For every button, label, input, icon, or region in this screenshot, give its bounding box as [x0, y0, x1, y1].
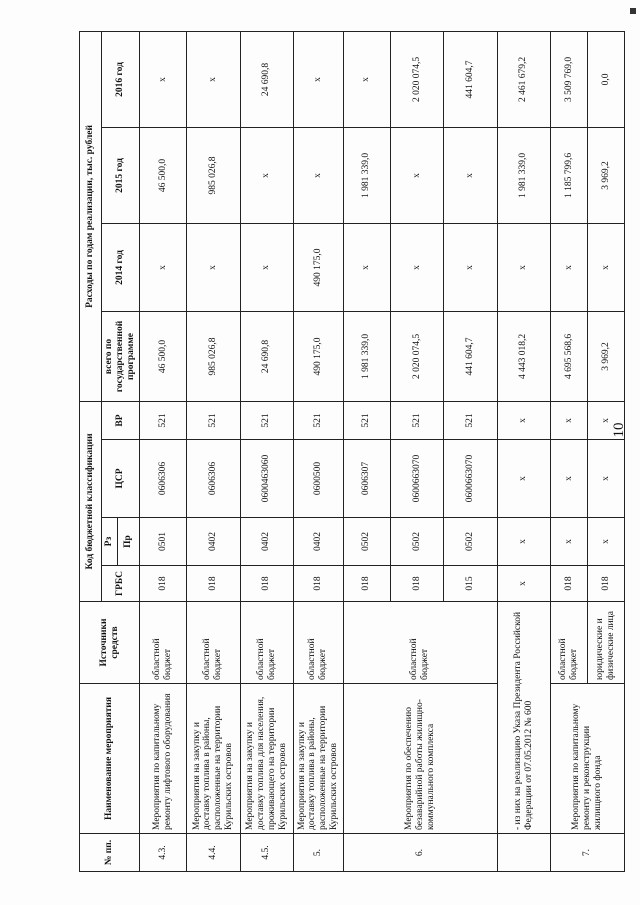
row-2016: 2 461 679,2 — [497, 31, 550, 127]
row-num: 5. — [293, 834, 343, 872]
row-grbs: 018 — [587, 566, 624, 602]
row-2014: х — [240, 223, 293, 311]
scan-mark — [630, 8, 636, 14]
header-2015: 2015 год — [102, 127, 140, 223]
row-2015: 3 969,2 — [587, 127, 624, 223]
row-total: 3 969,2 — [587, 311, 624, 401]
row-2014: х — [551, 223, 588, 311]
row-2016: х — [187, 31, 240, 127]
row-vr: 521 — [240, 401, 293, 439]
header-vr: ВР — [102, 401, 140, 439]
table-row — [497, 31, 550, 871]
header-rz: Рз — [102, 518, 118, 566]
table-row — [187, 31, 240, 871]
header-csr: ЦСР — [102, 440, 140, 518]
row-name: Мероприятия по капитальному ремонту и реконструкции жилищного фонда — [551, 684, 625, 834]
table-row — [240, 31, 293, 871]
row-vr: х — [587, 401, 624, 439]
row-rzpr: х — [497, 518, 550, 566]
row-2014: х — [187, 223, 240, 311]
row-num: 7. — [551, 834, 625, 872]
row-2014: х — [444, 223, 497, 311]
row-csr: 0600663070 — [444, 440, 497, 518]
row-2015: х — [444, 127, 497, 223]
row-vr: х — [551, 401, 588, 439]
row-2015: 1 981 339,0 — [343, 127, 390, 223]
page-number: 10 — [611, 422, 627, 438]
row-vr: х — [497, 401, 550, 439]
row-2014: х — [140, 223, 187, 311]
row-grbs: 018 — [187, 566, 240, 602]
row-grbs: 018 — [343, 566, 390, 602]
row-name: Мероприятия на закупку и доставку топлива в районы, расположенные на территории Курильских островов — [293, 684, 343, 834]
row-2016: 24 690,8 — [240, 31, 293, 127]
row-source: областной бюджет — [187, 602, 240, 684]
header-expenses: Расходы по годам реализации, тыс. рублей — [80, 31, 102, 401]
row-rzpr: х — [587, 518, 624, 566]
row-rzpr: 0402 — [187, 518, 240, 566]
row-vr: 521 — [293, 401, 343, 439]
row-2014: х — [587, 223, 624, 311]
row-2016: х — [293, 31, 343, 127]
table-row — [551, 31, 588, 871]
budget-table — [79, 31, 625, 872]
row-vr: 521 — [391, 401, 444, 439]
row-grbs: 018 — [551, 566, 588, 602]
row-total: 1 981 339,0 — [343, 311, 390, 401]
row-2016: х — [343, 31, 390, 127]
row-2014: 490 175,0 — [293, 223, 343, 311]
row-vr: 521 — [444, 401, 497, 439]
row-total: 4 443 018,2 — [497, 311, 550, 401]
row-2016: 3 509 769,0 — [551, 31, 588, 127]
row-total: 24 690,8 — [240, 311, 293, 401]
row-csr: 0600463060 — [240, 440, 293, 518]
row-rzpr: 0501 — [140, 518, 187, 566]
row-grbs: 018 — [391, 566, 444, 602]
row-2016: 0,0 — [587, 31, 624, 127]
row-rzpr: 0402 — [240, 518, 293, 566]
row-total: 2 020 074,5 — [391, 311, 444, 401]
row-csr: х — [587, 440, 624, 518]
row-total: 4 695 568,6 — [551, 311, 588, 401]
row-2016: 441 604,7 — [444, 31, 497, 127]
row-total: 985 026,8 — [187, 311, 240, 401]
row-vr: 521 — [187, 401, 240, 439]
row-csr: х — [497, 440, 550, 518]
row-total: 441 604,7 — [444, 311, 497, 401]
row-source: областной бюджет — [140, 602, 187, 684]
row-total: 490 175,0 — [293, 311, 343, 401]
header-grbs: ГРБС — [102, 566, 140, 602]
header-pr: Пр — [118, 518, 140, 566]
table-row — [343, 31, 390, 871]
table-row — [140, 31, 187, 871]
header-name: Наименование мероприятия — [80, 684, 140, 834]
rotated-table-container — [79, 32, 625, 872]
row-source: юридические и физические лица — [587, 602, 624, 684]
row-csr: 0600663070 — [391, 440, 444, 518]
row-grbs: 018 — [293, 566, 343, 602]
row-source: областной бюджет — [343, 602, 497, 684]
row-name: Мероприятия по обеспечению безаварийной работы жилищно-коммунального комплекса — [343, 684, 497, 834]
row-rzpr: 0502 — [391, 518, 444, 566]
header-source: Источники средств — [80, 602, 140, 684]
row-csr: 0606307 — [343, 440, 390, 518]
row-2016: 2 020 074,5 — [391, 31, 444, 127]
row-vr: 521 — [140, 401, 187, 439]
row-2015: 46 500,0 — [140, 127, 187, 223]
row-rzpr: 0502 — [444, 518, 497, 566]
row-2016: х — [140, 31, 187, 127]
row-rzpr: х — [551, 518, 588, 566]
row-rzpr: 0402 — [293, 518, 343, 566]
row-2014: х — [343, 223, 390, 311]
row-csr: 0606306 — [187, 440, 240, 518]
row-csr: 0600500 — [293, 440, 343, 518]
row-grbs: 015 — [444, 566, 497, 602]
header-2014: 2014 год — [102, 223, 140, 311]
row-2015: х — [391, 127, 444, 223]
header-budget-code: Код бюджетной классификации — [80, 401, 102, 601]
row-num: 4.4. — [187, 834, 240, 872]
row-rzpr: 0502 — [343, 518, 390, 566]
row-2015: 1 185 799,6 — [551, 127, 588, 223]
row-2014: х — [391, 223, 444, 311]
row-2014: х — [497, 223, 550, 311]
row-source: областной бюджет — [551, 602, 588, 684]
row-grbs: х — [497, 566, 550, 602]
header-2016: 2016 год — [102, 31, 140, 127]
row-name: Мероприятия по капитальному ремонту лифтового оборудования — [140, 684, 187, 834]
row-2015: 1 981 339,0 — [497, 127, 550, 223]
row-2015: 985 026,8 — [187, 127, 240, 223]
table-row — [293, 31, 343, 871]
row-name: Мероприятия на закупку и доставку топлива в районы, расположенные на территории Курильских островов — [187, 684, 240, 834]
row-num: 6. — [343, 834, 497, 872]
row-source: областной бюджет — [293, 602, 343, 684]
header-total: всего по государственной программе — [102, 311, 140, 401]
header-num: № пп. — [80, 834, 140, 872]
row-vr: 521 — [343, 401, 390, 439]
row-2015: х — [293, 127, 343, 223]
row-2015: х — [240, 127, 293, 223]
row-name: - из них на реализацию Указа Президента Российской Федерации от 07.05.2012 № 600 — [497, 602, 550, 834]
row-total: 46 500,0 — [140, 311, 187, 401]
row-num: 4.5. — [240, 834, 293, 872]
row-csr: 0606306 — [140, 440, 187, 518]
row-source: областной бюджет — [240, 602, 293, 684]
row-grbs: 018 — [140, 566, 187, 602]
row-num — [497, 834, 550, 872]
row-name: Мероприятия на закупку и доставку топлива для населения, проживающего на территории Курильских островов — [240, 684, 293, 834]
row-num: 4.3. — [140, 834, 187, 872]
row-csr: х — [551, 440, 588, 518]
row-grbs: 018 — [240, 566, 293, 602]
